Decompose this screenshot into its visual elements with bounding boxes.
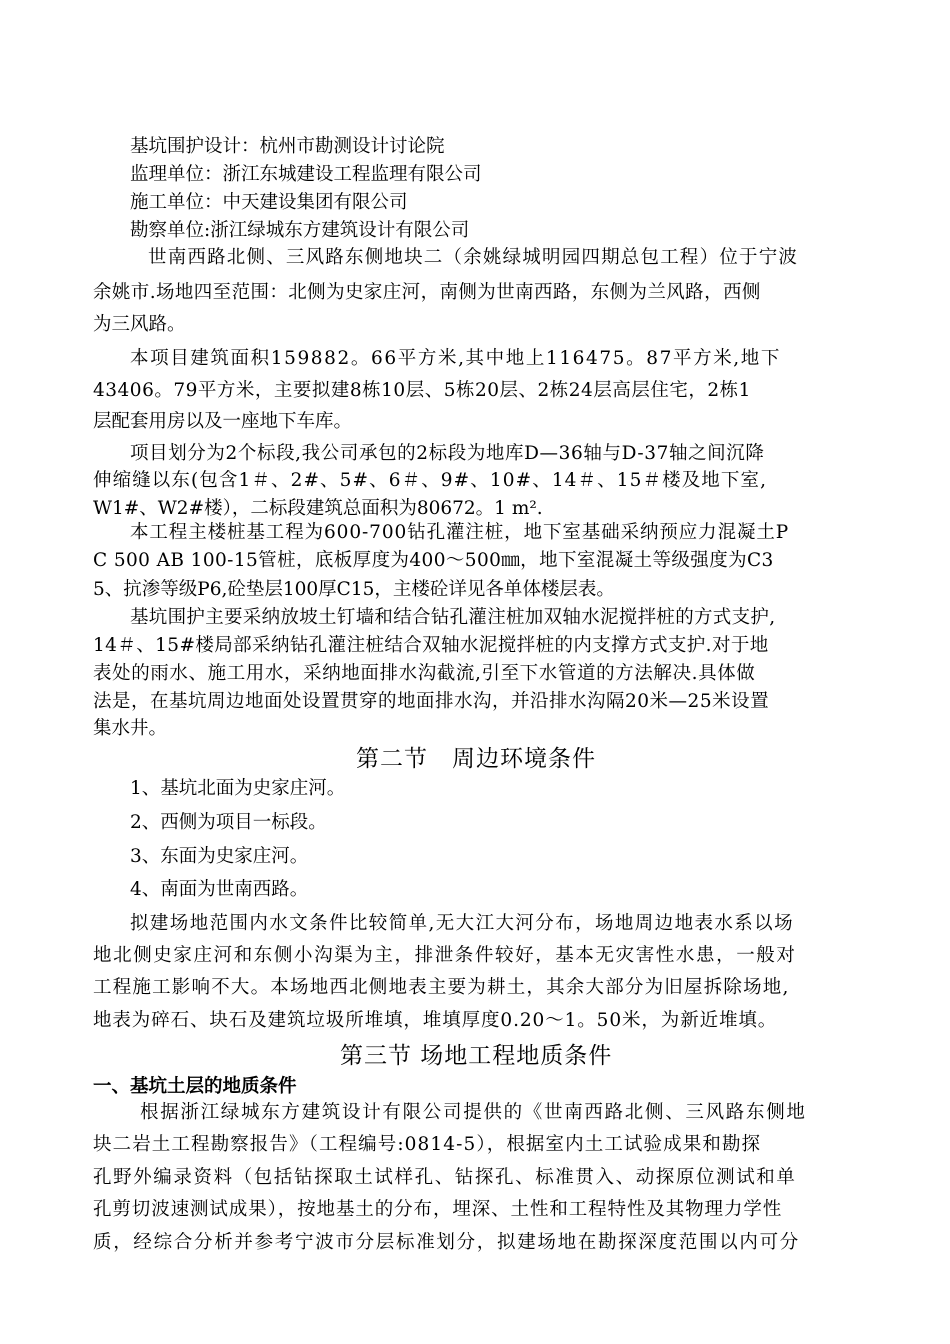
env-item: 3、东面为史家庄河。 bbox=[130, 846, 309, 867]
area-line: 本项目建筑面积159882。66平方米,其中地上116475。87平方米,地下 bbox=[130, 348, 781, 369]
support-line: 集水井。 bbox=[93, 718, 168, 739]
geology-line: 质，经综合分析并参考宁波市分层标准划分，拟建场地在勘探深度范围以内可分 bbox=[93, 1232, 801, 1253]
hydro-line: 拟建场地范围内水文条件比较简单,无大江大河分布，场地周边地表水系以场 bbox=[130, 913, 794, 934]
sections-line: 项目划分为2个标段,我公司承包的2标段为地库D—36轴与D-37轴之间沉降 bbox=[130, 443, 765, 464]
subsection-1-heading: 一、基坑土层的地质条件 bbox=[93, 1076, 297, 1097]
env-item: 4、南面为世南西路。 bbox=[130, 879, 309, 900]
unit-line-supervision: 监理单位：浙江东城建设工程监理有限公司 bbox=[130, 164, 482, 185]
overview-line: 余姚市.场地四至范围：北侧为史家庄河，南侧为世南西路，东侧为兰风路，西侧 bbox=[93, 282, 761, 303]
geology-line: 孔野外编录资料（包括钻探取土试样孔、钻探孔、标准贯入、动探原位测试和单 bbox=[93, 1167, 797, 1188]
support-line: 基坑围护主要采纳放坡土钉墙和结合钻孔灌注桩加双轴水泥搅拌桩的方式支护, bbox=[130, 607, 776, 628]
geology-line: 块二岩土工程勘察报告》（工程编号:0814-5），根据室内土工试验成果和勘探 bbox=[93, 1134, 762, 1155]
env-item: 1、基坑北面为史家庄河。 bbox=[130, 778, 346, 799]
sections-line: 伸缩缝以东(包含1＃、2#、5#、6＃、9#、10#、14＃、15＃楼及地下室, bbox=[93, 470, 768, 491]
foundation-line: 5、抗渗等级P6,砼垫层100厚C15，主楼砼详见各单体楼层表。 bbox=[93, 579, 615, 600]
foundation-line: C 500 AB 100-15管桩，底板厚度为400～500㎜，地下室混凝土等级强度为C3 bbox=[93, 550, 774, 571]
hydro-line: 地表为碎石、块石及建筑垃圾所堆填，堆填厚度0.20～1。50米，为新近堆填。 bbox=[93, 1010, 778, 1031]
unit-line-construction: 施工单位：中天建设集团有限公司 bbox=[130, 192, 408, 213]
area-line: 43406。79平方米，主要拟建8栋10层、5栋20层、2栋24层高层住宅，2栋1 bbox=[93, 380, 751, 401]
hydro-line: 地北侧史家庄河和东侧小沟渠为主，排泄条件较好，基本无灾害性水患，一般对 bbox=[93, 945, 797, 966]
hydro-line: 工程施工影响不大。本场地西北侧地表主要为耕土，其余大部分为旧屋拆除场地, bbox=[93, 977, 790, 998]
geology-line: 孔剪切波速测试成果），按地基土的分布，埋深、土性和工程特性及其物理力学性 bbox=[93, 1199, 783, 1220]
area-line: 层配套用房以及一座地下车库。 bbox=[93, 411, 353, 432]
support-line: 表处的雨水、施工用水，采纳地面排水沟截流,引至下水管道的方法解决.具体做 bbox=[93, 663, 756, 684]
section-3-heading: 第三节 场地工程地质条件 bbox=[340, 1043, 613, 1069]
unit-line-survey: 勘察单位:浙江绿城东方建筑设计有限公司 bbox=[130, 220, 470, 241]
section-2-heading: 第二节 周边环境条件 bbox=[356, 746, 596, 772]
overview-line: 为三风路。 bbox=[93, 314, 186, 335]
unit-line-design: 基坑围护设计：杭州市勘测设计讨论院 bbox=[130, 136, 445, 157]
sections-line: W1#、W2#楼），二标段建筑总面积为80672。1 m². bbox=[93, 498, 543, 519]
geology-line: 根据浙江绿城东方建筑设计有限公司提供的《世南西路北侧、三风路东侧地 bbox=[140, 1102, 807, 1123]
overview-line: 世南西路北侧、三风路东侧地块二（余姚绿城明园四期总包工程）位于宁波 bbox=[148, 247, 799, 268]
env-item: 2、西侧为项目一标段。 bbox=[130, 812, 327, 833]
support-line: 法是，在基坑周边地面处设置贯穿的地面排水沟，并沿排水沟隔20米—25米设置 bbox=[93, 691, 770, 712]
support-line: 14＃、15#楼局部采纳钻孔灌注桩结合双轴水泥搅拌桩的内支撑方式支护.对于地 bbox=[93, 635, 769, 656]
foundation-line: 本工程主楼桩基工程为600-700钻孔灌注桩，地下室基础采纳预应力混凝土P bbox=[130, 522, 790, 543]
